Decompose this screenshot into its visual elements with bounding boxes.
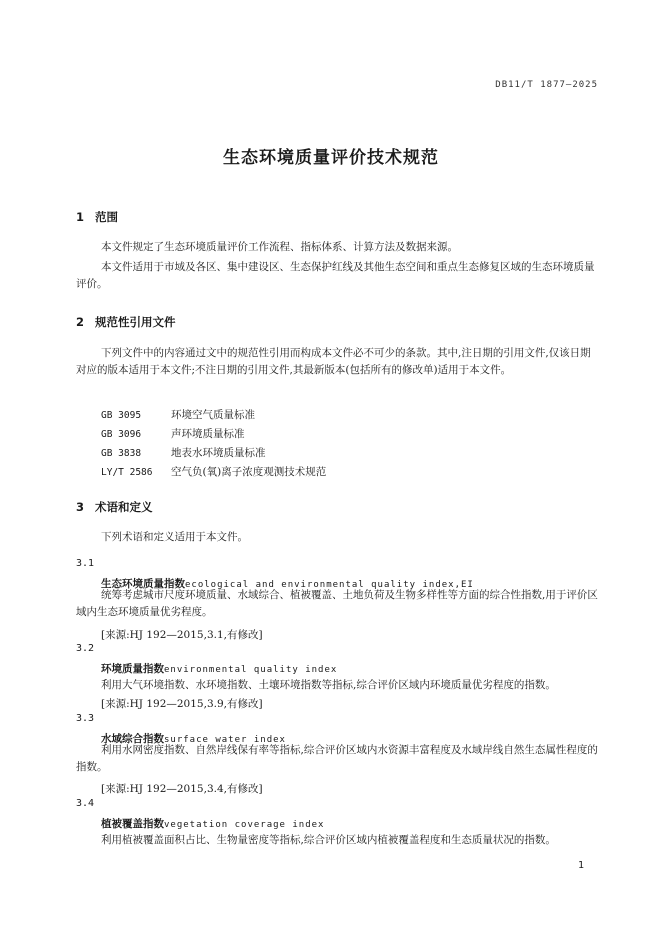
reference-code: GB 3838 xyxy=(101,448,142,459)
section-number: 2 xyxy=(76,315,85,329)
paragraph: 本文件适用于市域及各区、集中建设区、生态保护红线及其他生态空间和重点生态修复区域的生态环境质量评价。 xyxy=(76,261,595,290)
section-title: 范围 xyxy=(95,210,118,224)
term-en: vegetation coverage index xyxy=(164,820,325,830)
term-definition: 利用水网密度指数、自然岸线保有率等指标,综合评价区域内水资源丰富程度及水域岸线自然生态属性程度的指数。 xyxy=(76,744,598,773)
term-zh: 生态环境质量指数 xyxy=(101,578,185,590)
reference-title: 声环境质量标准 xyxy=(171,428,245,440)
reference-code: GB 3096 xyxy=(101,429,142,440)
term-en: surface water index xyxy=(164,735,286,745)
paragraph: 下列术语和定义适用于本文件。 xyxy=(101,531,248,543)
paragraph: 下列文件中的内容通过文中的规范性引用而构成本文件必不可少的条款。其中,注日期的引用文件,仅该日期对应的版本适用于本文件;不注日期的引用文件,其最新版本(包括所有的修改单)适用于本文件。 xyxy=(76,347,591,376)
section-number: 1 xyxy=(76,210,85,224)
reference-title: 环境空气质量标准 xyxy=(171,409,255,421)
term-definition: 统筹考虑城市尺度环境质量、水域综合、植被覆盖、土地负荷及生物多样性等方面的综合性指数,用于评价区域内生态环境质量优劣程度。 xyxy=(76,589,598,618)
term-en: ecological and environmental quality index,EI xyxy=(185,580,474,590)
section-3-heading xyxy=(76,499,153,515)
term-number: 3.2 xyxy=(76,643,95,654)
reference-item xyxy=(101,464,326,479)
term-zh: 植被覆盖指数 xyxy=(101,818,164,830)
section-1-heading xyxy=(76,209,118,225)
term-number: 3.1 xyxy=(76,558,95,569)
term-zh: 水域综合指数 xyxy=(101,733,164,745)
term-zh: 环境质量指数 xyxy=(101,663,164,675)
paragraph: 本文件规定了生态环境质量评价工作流程、指标体系、计算方法及数据来源。 xyxy=(101,241,458,253)
reference-code: LY/T 2586 xyxy=(101,467,153,478)
reference-item xyxy=(101,407,255,422)
term-heading xyxy=(101,816,324,831)
term-definition: 利用植被覆盖面积占比、生物量密度等指标,综合评价区域内植被覆盖程度和生态质量状况的指数。 xyxy=(101,834,556,846)
reference-title: 空气负(氧)离子浓度观测技术规范 xyxy=(171,466,327,478)
reference-title: 地表水环境质量标准 xyxy=(171,447,266,459)
term-en: environmental quality index xyxy=(164,665,338,675)
page-number: 1 xyxy=(578,860,585,871)
document-title: 生态环境质量评价技术规范 xyxy=(223,148,439,168)
reference-item xyxy=(101,445,266,460)
reference-item xyxy=(101,426,245,441)
term-definition: 利用大气环境指数、水环境指数、土壤环境指数等指标,综合评价区域内环境质量优劣程度的指数。 xyxy=(101,679,556,691)
term-source: [来源:HJ 192—2015,3.1,有修改] xyxy=(101,629,263,641)
section-2-heading xyxy=(76,314,176,330)
term-source: [来源:HJ 192—2015,3.4,有修改] xyxy=(101,783,263,795)
standard-code: DB11/T 1877—2025 xyxy=(495,80,598,90)
term-number: 3.4 xyxy=(76,798,95,809)
section-title: 术语和定义 xyxy=(95,500,153,514)
reference-code: GB 3095 xyxy=(101,410,142,421)
term-heading xyxy=(101,661,337,676)
section-title: 规范性引用文件 xyxy=(95,315,176,329)
term-source: [来源:HJ 192—2015,3.9,有修改] xyxy=(101,698,263,710)
term-number: 3.3 xyxy=(76,713,95,724)
section-number: 3 xyxy=(76,500,85,514)
